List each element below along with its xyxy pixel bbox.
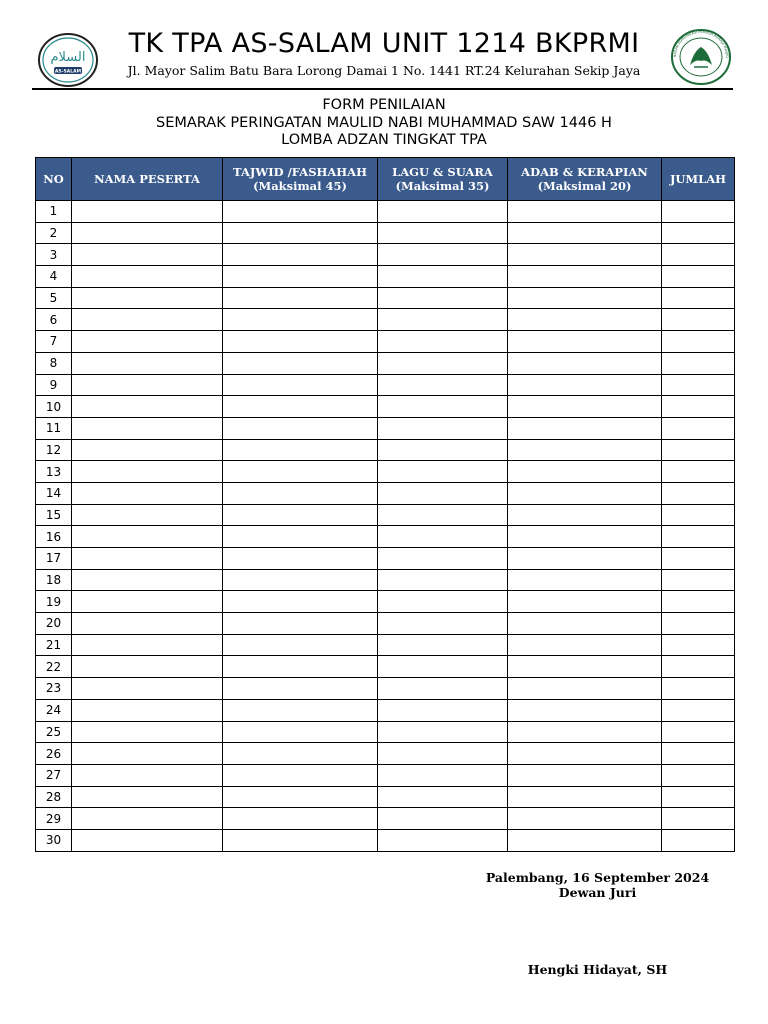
table-row	[36, 309, 735, 331]
jumlah-cell[interactable]	[662, 829, 735, 851]
adab-score-cell[interactable]	[508, 526, 662, 548]
jumlah-cell[interactable]	[662, 287, 735, 309]
row-number: 30	[36, 829, 72, 851]
participant-name-cell[interactable]	[72, 764, 223, 786]
participant-name-cell[interactable]	[72, 808, 223, 830]
table-row	[36, 721, 735, 743]
header-adab-label: ADAB & KERAPIAN	[521, 165, 648, 179]
table-row	[36, 526, 735, 548]
signer-role: Dewan Juri	[558, 885, 637, 900]
tajwid-score-cell[interactable]	[223, 287, 378, 309]
table-row	[36, 829, 735, 851]
jumlah-cell[interactable]	[662, 504, 735, 526]
row-number: 13	[36, 461, 72, 483]
lagu-score-cell[interactable]	[378, 656, 508, 678]
table-row	[36, 504, 735, 526]
table-row	[36, 266, 735, 288]
adab-score-cell[interactable]	[508, 222, 662, 244]
tajwid-score-cell[interactable]	[223, 548, 378, 570]
table-row	[36, 244, 735, 266]
participant-name-cell[interactable]	[72, 374, 223, 396]
jumlah-cell[interactable]	[662, 201, 735, 223]
jumlah-cell[interactable]	[662, 396, 735, 418]
row-number: 28	[36, 786, 72, 808]
logo-left-text: AS-SALAM	[54, 69, 82, 75]
participant-name-cell[interactable]	[72, 331, 223, 353]
tajwid-score-cell[interactable]	[223, 526, 378, 548]
table-row	[36, 548, 735, 570]
jumlah-cell[interactable]	[662, 569, 735, 591]
lagu-score-cell[interactable]	[378, 764, 508, 786]
adab-score-cell[interactable]	[508, 287, 662, 309]
table-row	[36, 656, 735, 678]
lagu-score-cell[interactable]	[378, 201, 508, 223]
adab-score-cell[interactable]	[508, 309, 662, 331]
tajwid-score-cell[interactable]	[223, 743, 378, 765]
tajwid-score-cell[interactable]	[223, 634, 378, 656]
adab-score-cell[interactable]	[508, 743, 662, 765]
adab-score-cell[interactable]	[508, 439, 662, 461]
participant-name-cell[interactable]	[72, 634, 223, 656]
adab-score-cell[interactable]	[508, 504, 662, 526]
jumlah-cell[interactable]	[662, 266, 735, 288]
table-row	[36, 764, 735, 786]
row-number: 27	[36, 764, 72, 786]
lagu-score-cell[interactable]	[378, 352, 508, 374]
row-number: 15	[36, 504, 72, 526]
row-number: 14	[36, 482, 72, 504]
jumlah-cell[interactable]	[662, 244, 735, 266]
lagu-score-cell[interactable]	[378, 396, 508, 418]
jumlah-cell[interactable]	[662, 417, 735, 439]
lagu-score-cell[interactable]	[378, 808, 508, 830]
table-row	[36, 461, 735, 483]
lagu-score-cell[interactable]	[378, 287, 508, 309]
lagu-score-cell[interactable]	[378, 439, 508, 461]
participant-name-cell[interactable]	[72, 743, 223, 765]
tajwid-score-cell[interactable]	[223, 439, 378, 461]
adab-score-cell[interactable]	[508, 613, 662, 635]
jumlah-cell[interactable]	[662, 613, 735, 635]
table-body	[36, 201, 735, 852]
row-number: 6	[36, 309, 72, 331]
place-date: Palembang, 16 September 2024	[485, 870, 710, 885]
jumlah-cell[interactable]	[662, 439, 735, 461]
lagu-score-cell[interactable]	[378, 331, 508, 353]
row-number: 8	[36, 352, 72, 374]
row-number: 12	[36, 439, 72, 461]
lagu-score-cell[interactable]	[378, 829, 508, 851]
participant-name-cell[interactable]	[72, 569, 223, 591]
tajwid-score-cell[interactable]	[223, 678, 378, 700]
lagu-score-cell[interactable]	[378, 417, 508, 439]
participant-name-cell[interactable]	[72, 829, 223, 851]
table-row	[36, 201, 735, 223]
header-name: NAMA PESERTA	[72, 158, 223, 201]
logo-left-script: السلام	[50, 50, 86, 65]
row-number: 25	[36, 721, 72, 743]
adab-score-cell[interactable]	[508, 634, 662, 656]
tajwid-score-cell[interactable]	[223, 808, 378, 830]
adab-score-cell[interactable]	[508, 591, 662, 613]
adab-score-cell[interactable]	[508, 721, 662, 743]
lagu-score-cell[interactable]	[378, 591, 508, 613]
logo-right-text: BADAN KOMUNIKASI PEMUDA REMAJA MASJID	[672, 29, 730, 58]
tajwid-score-cell[interactable]	[223, 331, 378, 353]
header-tajwid-label: TAJWID /FASHAHAH	[233, 165, 367, 179]
table-row	[36, 222, 735, 244]
event-title: SEMARAK PERINGATAN MAULID NABI MUHAMMAD SAW 1446 H	[156, 115, 612, 131]
jumlah-cell[interactable]	[662, 678, 735, 700]
lagu-score-cell[interactable]	[378, 548, 508, 570]
lagu-score-cell[interactable]	[378, 743, 508, 765]
lagu-score-cell[interactable]	[378, 678, 508, 700]
row-number: 3	[36, 244, 72, 266]
participant-name-cell[interactable]	[72, 591, 223, 613]
lagu-score-cell[interactable]	[378, 526, 508, 548]
row-number: 23	[36, 678, 72, 700]
table-row	[36, 786, 735, 808]
row-number: 11	[36, 417, 72, 439]
adab-score-cell[interactable]	[508, 678, 662, 700]
jumlah-cell[interactable]	[662, 591, 735, 613]
row-number: 26	[36, 743, 72, 765]
adab-score-cell[interactable]	[508, 786, 662, 808]
table-row	[36, 613, 735, 635]
jumlah-cell[interactable]	[662, 222, 735, 244]
tajwid-score-cell[interactable]	[223, 721, 378, 743]
jumlah-cell[interactable]	[662, 656, 735, 678]
adab-score-cell[interactable]	[508, 201, 662, 223]
tajwid-score-cell[interactable]	[223, 482, 378, 504]
row-number: 18	[36, 569, 72, 591]
jumlah-cell[interactable]	[662, 786, 735, 808]
header-no: NO	[36, 158, 72, 201]
tajwid-score-cell[interactable]	[223, 613, 378, 635]
tajwid-score-cell[interactable]	[223, 829, 378, 851]
adab-score-cell[interactable]	[508, 331, 662, 353]
table-row	[36, 743, 735, 765]
participant-name-cell[interactable]	[72, 548, 223, 570]
tajwid-score-cell[interactable]	[223, 352, 378, 374]
jumlah-cell[interactable]	[662, 352, 735, 374]
participant-name-cell[interactable]	[72, 656, 223, 678]
tajwid-score-cell[interactable]	[223, 699, 378, 721]
jumlah-cell[interactable]	[662, 721, 735, 743]
header-adab-max: (Maksimal 20)	[537, 179, 632, 193]
tajwid-score-cell[interactable]	[223, 396, 378, 418]
score-table	[35, 157, 735, 852]
participant-name-cell[interactable]	[72, 417, 223, 439]
header-lagu-max: (Maksimal 35)	[395, 179, 490, 193]
row-number: 10	[36, 396, 72, 418]
header-tajwid	[223, 158, 378, 201]
table-row	[36, 417, 735, 439]
lagu-score-cell[interactable]	[378, 244, 508, 266]
adab-score-cell[interactable]	[508, 266, 662, 288]
header-divider	[32, 88, 733, 90]
participant-name-cell[interactable]	[72, 309, 223, 331]
table-header-row	[36, 158, 735, 201]
row-number: 9	[36, 374, 72, 396]
participant-name-cell[interactable]	[72, 461, 223, 483]
row-number: 21	[36, 634, 72, 656]
adab-score-cell[interactable]	[508, 764, 662, 786]
jumlah-cell[interactable]	[662, 634, 735, 656]
tajwid-score-cell[interactable]	[223, 309, 378, 331]
adab-score-cell[interactable]	[508, 396, 662, 418]
participant-name-cell[interactable]	[72, 244, 223, 266]
participant-name-cell[interactable]	[72, 439, 223, 461]
table-row	[36, 808, 735, 830]
jumlah-cell[interactable]	[662, 699, 735, 721]
participant-name-cell[interactable]	[72, 266, 223, 288]
row-number: 29	[36, 808, 72, 830]
tajwid-score-cell[interactable]	[223, 244, 378, 266]
tajwid-score-cell[interactable]	[223, 764, 378, 786]
table-row	[36, 591, 735, 613]
table-row	[36, 678, 735, 700]
tajwid-score-cell[interactable]	[223, 222, 378, 244]
adab-score-cell[interactable]	[508, 548, 662, 570]
header-lagu-label: LAGU & SUARA	[392, 165, 493, 179]
header-jumlah: JUMLAH	[662, 158, 735, 201]
table-row	[36, 482, 735, 504]
row-number: 5	[36, 287, 72, 309]
adab-score-cell[interactable]	[508, 569, 662, 591]
participant-name-cell[interactable]	[72, 613, 223, 635]
lagu-score-cell[interactable]	[378, 309, 508, 331]
participant-name-cell[interactable]	[72, 699, 223, 721]
adab-score-cell[interactable]	[508, 482, 662, 504]
signer-name: Hengki Hidayat, SH	[527, 962, 668, 977]
adab-score-cell[interactable]	[508, 808, 662, 830]
adab-score-cell[interactable]	[508, 829, 662, 851]
row-number: 1	[36, 201, 72, 223]
table-row	[36, 634, 735, 656]
participant-name-cell[interactable]	[72, 526, 223, 548]
participant-name-cell[interactable]	[72, 678, 223, 700]
row-number: 22	[36, 656, 72, 678]
header-tajwid-max: (Maksimal 45)	[253, 179, 347, 193]
jumlah-cell[interactable]	[662, 482, 735, 504]
tajwid-score-cell[interactable]	[223, 417, 378, 439]
lagu-score-cell[interactable]	[378, 374, 508, 396]
row-number: 19	[36, 591, 72, 613]
jumlah-cell[interactable]	[662, 461, 735, 483]
jumlah-cell[interactable]	[662, 331, 735, 353]
jumlah-cell[interactable]	[662, 743, 735, 765]
competition-title: LOMBA ADZAN TINGKAT TPA	[281, 132, 487, 148]
lagu-score-cell[interactable]	[378, 222, 508, 244]
participant-name-cell[interactable]	[72, 287, 223, 309]
tajwid-score-cell[interactable]	[223, 656, 378, 678]
tajwid-score-cell[interactable]	[223, 461, 378, 483]
table-row	[36, 331, 735, 353]
participant-name-cell[interactable]	[72, 201, 223, 223]
lagu-score-cell[interactable]	[378, 699, 508, 721]
tajwid-score-cell[interactable]	[223, 504, 378, 526]
tajwid-score-cell[interactable]	[223, 266, 378, 288]
table-row	[36, 374, 735, 396]
jumlah-cell[interactable]	[662, 309, 735, 331]
participant-name-cell[interactable]	[72, 786, 223, 808]
jumlah-cell[interactable]	[662, 548, 735, 570]
row-number: 17	[36, 548, 72, 570]
row-number: 24	[36, 699, 72, 721]
lagu-score-cell[interactable]	[378, 482, 508, 504]
header-lagu	[378, 158, 508, 201]
table-row	[36, 287, 735, 309]
tajwid-score-cell[interactable]	[223, 591, 378, 613]
lagu-score-cell[interactable]	[378, 569, 508, 591]
participant-name-cell[interactable]	[72, 352, 223, 374]
table-row	[36, 699, 735, 721]
row-number: 7	[36, 331, 72, 353]
adab-score-cell[interactable]	[508, 417, 662, 439]
participant-name-cell[interactable]	[72, 504, 223, 526]
jumlah-cell[interactable]	[662, 764, 735, 786]
participant-name-cell[interactable]	[72, 721, 223, 743]
jumlah-cell[interactable]	[662, 374, 735, 396]
lagu-score-cell[interactable]	[378, 504, 508, 526]
adab-score-cell[interactable]	[508, 352, 662, 374]
lagu-score-cell[interactable]	[378, 613, 508, 635]
table-row	[36, 569, 735, 591]
lagu-score-cell[interactable]	[378, 786, 508, 808]
row-number: 2	[36, 222, 72, 244]
header-adab	[508, 158, 662, 201]
form-title: FORM PENILAIAN	[322, 97, 446, 113]
school-address: Jl. Mayor Salim Batu Bara Lorong Damai 1 No. 1441 RT.24 Kelurahan Sekip Jaya	[127, 63, 641, 78]
jumlah-cell[interactable]	[662, 808, 735, 830]
tajwid-score-cell[interactable]	[223, 569, 378, 591]
adab-score-cell[interactable]	[508, 374, 662, 396]
table-row	[36, 352, 735, 374]
jumlah-cell[interactable]	[662, 526, 735, 548]
participant-name-cell[interactable]	[72, 222, 223, 244]
lagu-score-cell[interactable]	[378, 634, 508, 656]
lagu-score-cell[interactable]	[378, 266, 508, 288]
adab-score-cell[interactable]	[508, 699, 662, 721]
row-number: 20	[36, 613, 72, 635]
tajwid-score-cell[interactable]	[223, 374, 378, 396]
adab-score-cell[interactable]	[508, 244, 662, 266]
table-row	[36, 396, 735, 418]
school-title: TK TPA AS-SALAM UNIT 1214 BKPRMI	[128, 28, 640, 59]
tajwid-score-cell[interactable]	[223, 201, 378, 223]
lagu-score-cell[interactable]	[378, 721, 508, 743]
adab-score-cell[interactable]	[508, 461, 662, 483]
table-row	[36, 439, 735, 461]
row-number: 4	[36, 266, 72, 288]
tajwid-score-cell[interactable]	[223, 786, 378, 808]
adab-score-cell[interactable]	[508, 656, 662, 678]
participant-name-cell[interactable]	[72, 396, 223, 418]
lagu-score-cell[interactable]	[378, 461, 508, 483]
participant-name-cell[interactable]	[72, 482, 223, 504]
row-number: 16	[36, 526, 72, 548]
